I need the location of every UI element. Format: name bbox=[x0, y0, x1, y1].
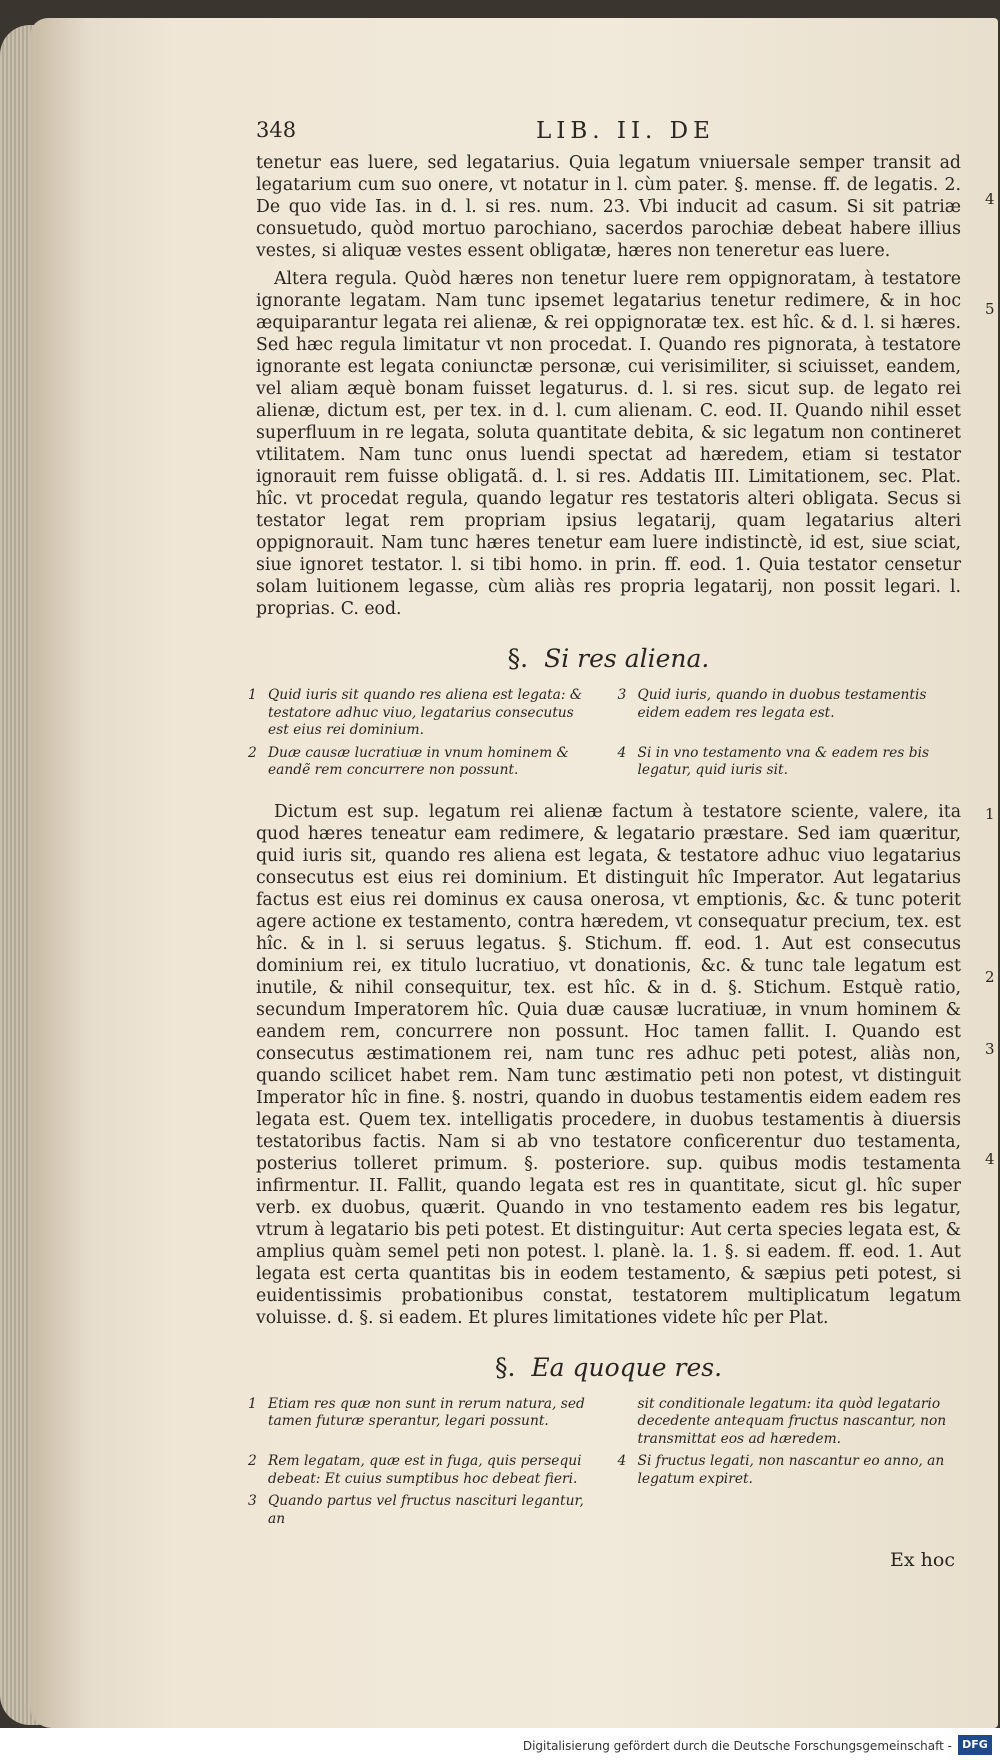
summary-number: 2 bbox=[248, 744, 257, 761]
section-summary bbox=[248, 1396, 961, 1534]
summary-number: 4 bbox=[617, 744, 627, 761]
section-title: Si res aliena. bbox=[544, 644, 710, 673]
summary-item bbox=[618, 1453, 962, 1488]
summary-text: Duæ causæ lucratiuæ in vnum hominem & eandẽ rem concurrere non possunt. bbox=[268, 744, 569, 778]
section-heading-si-res-aliena bbox=[256, 644, 961, 673]
paragraph-2: Altera regula. Quòd hæres non tenetur luere rem oppignoratam, à testatore ignorante legatam. Nam tunc ipsemet legatarius tenetur redimere, & in hoc æquiparantur legata rei alienæ, & rei oppignoratæ tex. est hîc. & d. l. si hæres. Sed hæc regula limitatur vt non procedat. I. Quando res pignorata, à testatore ignorante est legata coniunctæ personæ, cui verisimiliter, si sciuisset, eandem, vel aliam æquè bonam fuisset legaturus. d. l. si res. sicut sup. de legato rei alienæ, dictum est, per tex. in d. l. cum alienam. C. eod. II. Quando nihil esset superfluum in re legata, soluta quantitate debita, & sic legatum non contineret vtilitatem. Nam tunc onus luendi spectat ad hæredem, etiam si testator ignorauit rem fuisse obligatã. d. l. si res. Addatis III. Limitationem, sec. Plat. hîc. vt procedat regula, quando legatur res testatoris alteri obligata. Secus si testator legat rem propriam ipsius legatarij, quam legatarius alteri oppignorauit. Nam tunc hæres tenetur eam luere indistinctè, id est, siue sciat, siue ignoret testator. l. si tibi homo. in prin. ff. eod. 1. Quia testator censetur solam luitionem legasse, cùm aliàs res propria legatarij, non possit legari. l. proprias. C. eod. bbox=[256, 269, 961, 619]
summary-text: Quando partus vel fructus nascituri legantur, an bbox=[268, 1493, 584, 1527]
section-body bbox=[256, 801, 961, 1329]
margin-number: 4 bbox=[985, 1150, 995, 1168]
running-head bbox=[256, 118, 961, 152]
margin-number: 2 bbox=[985, 968, 995, 986]
catchword: Ex hoc bbox=[890, 1549, 955, 1571]
summary-text: Quid iuris, quando in duobus testamentis eidem eadem res legata est. bbox=[637, 687, 927, 721]
summary-item bbox=[248, 745, 592, 780]
summary-number: 4 bbox=[617, 1453, 627, 1469]
summary-number: 1 bbox=[248, 687, 257, 703]
section-heading-ea-quoque-res bbox=[256, 1353, 961, 1382]
section-paragraph: Dictum est sup. legatum rei alienæ factum à testatore sciente, valere, ita quod hæres teneatur eam redimere, & legatario præstare. Sed iam quæritur, quid iuris sit, quando res aliena est legata, & testatore adhuc viuo legatarius consecutus est eius rei dominium. Et distinguit hîc Imperator. Aut legatarius factus est eius rei dominus ex causa onerosa, vt emptionis, &c. & tunc poterit agere actione ex testamento, contra hæredem, vt consequatur precium, tex. est hîc. & in l. si seruus legatus. §. Stichum. ff. eod. 1. Aut est consecutus dominium rei, ex titulo lucratiuo, vt donationis, &c. & tunc tale legatum est inutile, & nihil consequitur, tex. est hîc. & in d. §. Stichum. Estquè ratio, secundum Imperatorem hîc. Quia duæ causæ lucratiuæ, in vnum hominem & eandem rem, concurrere non possunt. Hoc tamen fallit. I. Quando est consecutus æstimationem rei, nam tunc res adhuc peti potest, aliàs non, quando scilicet habet rem. Nam tunc æstimatio peti non potest, vt distinguit Imperator hîc in fine. §. nostri, quando in duobus testamentis eidem eadem res legata est. Quem tex. intelligatis procedere, in duobus testamentis à diuersis testatoribus factis. Nam si ab vno testatore conficerentur duo testamenta, posterius tolleret primum. §. posteriore. sup. quibus modis testamenta infirmentur. II. Fallit, quando legata est res in quantitate, sicut gl. hîc super verb. ex duobus, quærit. Quando in vno testamento eadem res bis legatur, vtrum à legatario bis peti potest. Et distinguitur: Aut certa species legata est, & amplius quàm semel peti non potest. l. planè. la. 1. §. si eadem. ff. eod. 1. Aut legata est certa quantitas bis in eodem testamento, & sæpius peti potest, si euidentissimis probationibus constat, testatorem multiplicatum legatum voluisse. d. §. si eadem. Et plures limitationes videte hîc per Plat. bbox=[256, 801, 961, 1328]
summary-text: Etiam res quæ non sunt in rerum natura, sed tamen futuræ sperantur, legari possunt. bbox=[268, 1395, 585, 1429]
summary-item bbox=[618, 687, 962, 740]
footer-strip bbox=[0, 1728, 1000, 1764]
margin-number: 5 bbox=[985, 300, 995, 318]
summary-text: sit conditionale legatum: ita quòd legatario decedente antequam fructus nascantur, non transmittat eos ad hæredem. bbox=[637, 1395, 947, 1447]
dfg-logo: DFG bbox=[958, 1735, 992, 1755]
summary-text: Quid iuris sit quando res aliena est legata: & testatore adhuc viuo, legatarius consecutus est eius rei dominium. bbox=[268, 687, 583, 738]
summary-text: Si fructus legati, non nascantur eo anno, an legatum expiret. bbox=[637, 1453, 945, 1487]
commentary-top bbox=[256, 152, 961, 620]
summary-item bbox=[248, 1396, 592, 1449]
summary-item bbox=[248, 1453, 592, 1488]
summary-item bbox=[618, 1396, 962, 1449]
page-number: 348 bbox=[256, 118, 297, 142]
margin-number: 4 bbox=[985, 190, 995, 208]
summary-item bbox=[618, 745, 962, 780]
margin-number: 3 bbox=[985, 1040, 995, 1058]
page-content bbox=[248, 118, 961, 1571]
margin-number: 1 bbox=[985, 805, 995, 823]
summary-text: Rem legatam, quæ est in fuga, quis persequi debeat: Et cuius sumptibus hoc debeat fieri. bbox=[268, 1453, 582, 1487]
summary-number: 1 bbox=[248, 1395, 257, 1412]
summary-text: Si in vno testamento vna & eadem res bis legatur, quid iuris sit. bbox=[637, 744, 930, 778]
summary-item bbox=[248, 1493, 592, 1528]
section-sign: §. bbox=[507, 644, 529, 673]
summary-number bbox=[618, 1396, 638, 1449]
summary-item bbox=[248, 687, 592, 740]
funding-credit: Digitalisierung gefördert durch die Deutsche Forschungsgemeinschaft - bbox=[522, 1739, 952, 1753]
section-sign: §. bbox=[494, 1352, 516, 1382]
summary-number: 3 bbox=[248, 1493, 257, 1509]
running-title: LIB. II. DE bbox=[536, 118, 715, 144]
section-summary bbox=[248, 687, 961, 785]
paragraph-1: tenetur eas luere, sed legatarius. Quia legatum vniuersale semper transit ad legatarium cum suo onere, vt notatur in l. cùm pater. §. mense. ff. de legatis. 2. De quo vide Ias. in d. l. si res. num. 23. Vbi inducit ad casum. Si sit patriæ consuetudo, quòd mortuo parochiano, sacerdos parochiæ debeat habere illius vestes, si aliquæ vestes essent obligatæ, hæres non teneretur eas luere. bbox=[256, 153, 961, 261]
section-title: Ea quoque res. bbox=[531, 1352, 723, 1382]
summary-number: 3 bbox=[617, 687, 627, 703]
summary-number: 2 bbox=[248, 1453, 257, 1469]
